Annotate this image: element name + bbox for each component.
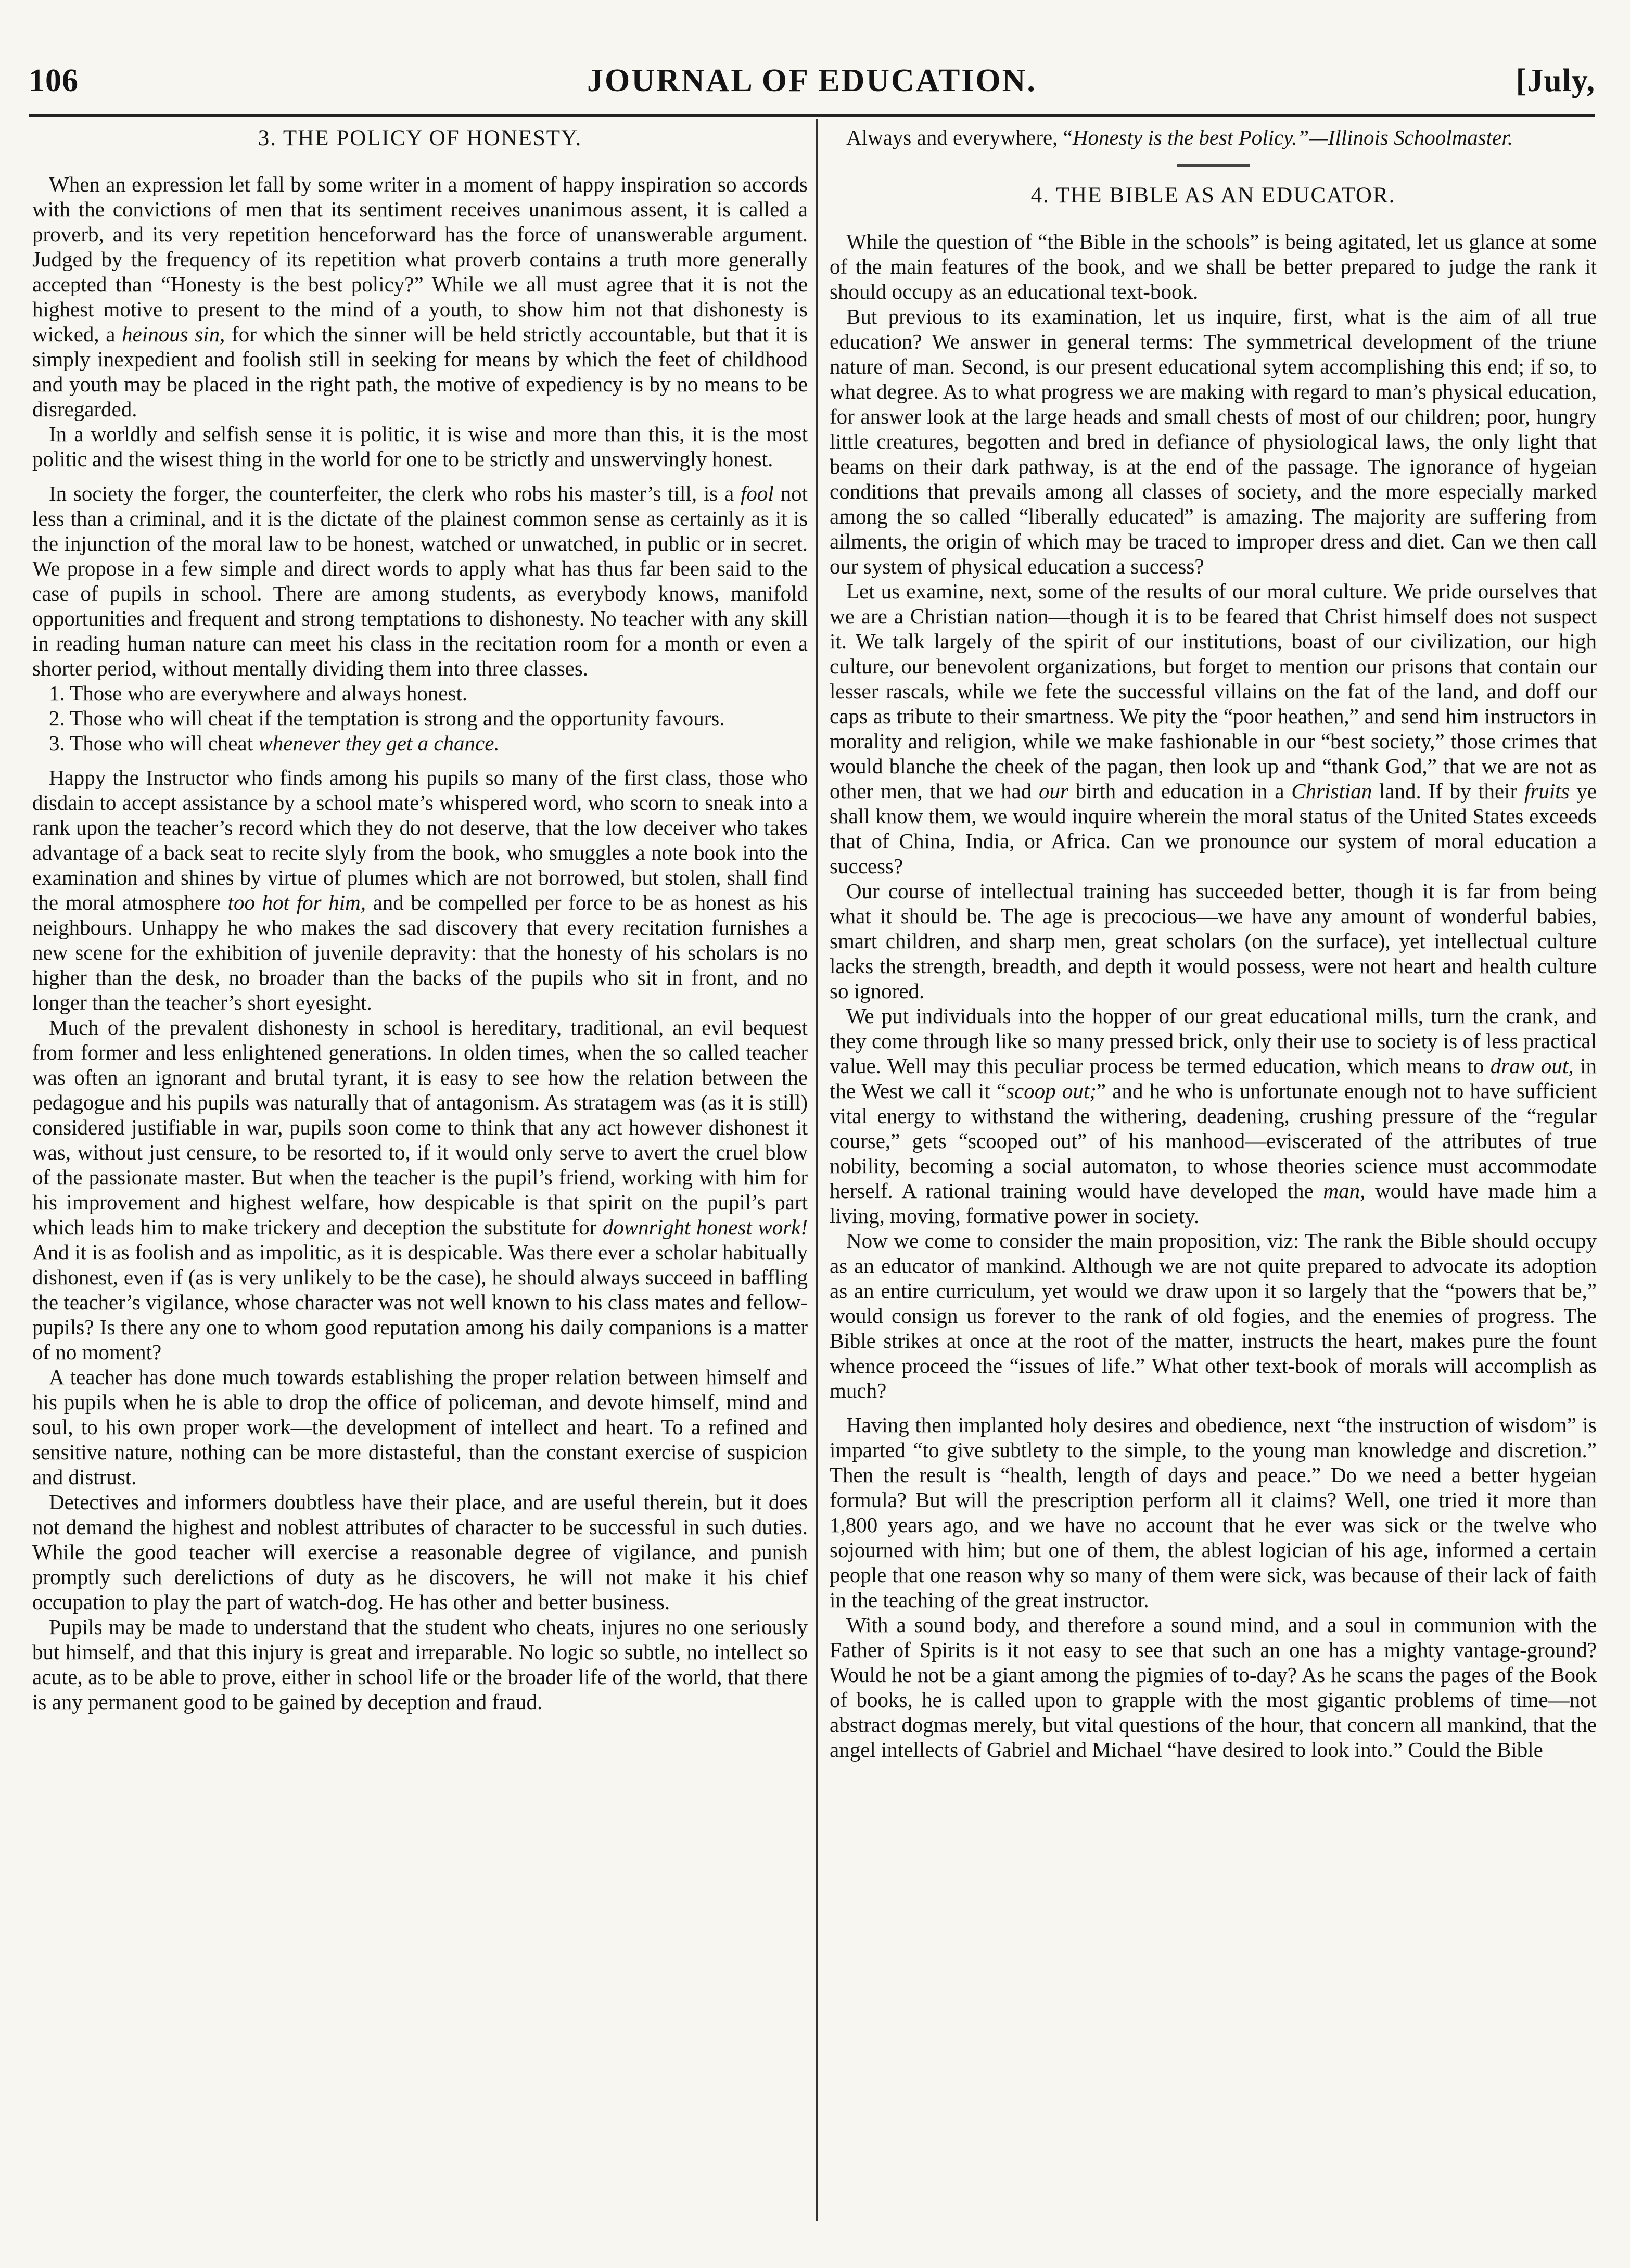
list-item: 1. Those who are everywhere and always honest. <box>49 681 468 705</box>
journal-title: JOURNAL OF EDUCATION. <box>587 63 1037 98</box>
paragraph: A teacher has done much towards establishing the proper relation between himself and his pupils when he is able to drop the office of policeman, and devote himself, mind and soul, to his own proper work—the development of intellect and heart. To a refined and sensitive nature, nothing can be more distasteful, than the constant exercise of suspicion and distrust. <box>32 1365 808 1489</box>
text: in the West we call it “ <box>830 1054 1597 1103</box>
emphasis: downright honest work! <box>602 1215 808 1239</box>
emphasis: whenever they get a chance. <box>258 731 500 755</box>
emphasis: Honesty is the best Policy.”—Illinois Schoolmaster. <box>1072 125 1513 149</box>
paragraph <box>32 765 808 1015</box>
text: ” and he who is unfortunate enough not to have sufficient vital energy to withstand the withering, deadening, crushing pressure of the “regular course,” gets “scooped out” of his manhood—eviscerated of the attributes of true nobility, becoming a social automaton, to whose theories science must accommodate herself. A rational training would have developed the <box>830 1079 1597 1203</box>
section-divider <box>1177 164 1250 167</box>
emphasis: man, <box>1323 1179 1366 1203</box>
text: Let us examine, next, some of the results of our moral culture. We pride ourselves that we are a Christian nation—though it is to be feared that Christ himself does not suspect it. We talk largely of the spirit of our institutions, boast of our civilization, our high culture, our benevolent organizations, but forget to mention our prisons that contain our lesser rascals, while we fete the successful villains on the fat of the land, and doff our caps as tribute to their smartness. We pity the “poor heathen,” and send him instructors in morality and religion, while we make fashionable in our “best society,” those crimes that would blanche the cheek of the pagan, then look up and “thank God,” that we are not as other men, that we had <box>830 579 1597 803</box>
paragraph <box>830 579 1597 878</box>
text: 3. Those who will cheat <box>49 731 259 755</box>
list-item: 2. Those who will cheat if the temptation is strong and the opportunity favours. <box>49 706 725 730</box>
text: And it is as foolish and as impolitic, as it is despicable. Was there ever a scholar habitually dishonest, even if (as is very unlikely to be the case), he should always succeed in baffling the teacher’s vigilance, whose character was not well known to his class mates and fellow-pupils? Is there any one to whom good reputation among his daily companions is a matter of no moment? <box>32 1240 808 1364</box>
emphasis: heinous sin, <box>122 322 225 346</box>
running-head <box>29 31 1595 99</box>
text: ye shall know them, we would inquire wherein the moral status of the United States exceeds that of China, India, or Africa. Can we pronounce our system of moral education a success? <box>830 779 1597 878</box>
text: Always and everywhere, “ <box>846 125 1073 149</box>
text: and be compelled per force to be as honest as his neighbours. Unhappy he who makes the sad discovery that every recitation furnishes a new scene for the exhibition of juvenile depravity: that the honesty of his scholars is no higher than the desk, no broader than the backs of the pupils who sit in front, and no longer than the teacher’s short eyesight. <box>32 890 808 1014</box>
text: We put individuals into the hopper of our great educational mills, turn the crank, and they come through like so many pressed brick, only their use to society is of less practical value. Well may this peculiar process be termed education, which means to <box>830 1004 1597 1078</box>
emphasis: fool <box>741 481 774 505</box>
paragraph: Having then implanted holy desires and obedience, next “the instruction of wisdom” is imparted “to give subtlety to the simple, to the young man knowledge and discretion.” Then the result is “health, length of days and peace.” Do we need a better hygeian formula? But will the prescription perform all it claims? Well, one tried it more than 1,800 years ago, and we have no account that he ever was sick or the twelve who sojourned with him; but one of them, the ablest logician of his age, informed a certain people that one reason why so many of them were sick, was because of their lack of faith in the teaching of the great instructor. <box>830 1413 1597 1612</box>
paragraph: With a sound body, and therefore a sound mind, and a soul in communion with the Father of Spirits is it not easy to see that such an one has a mighty vantage-ground? Would he not be a giant among the pigmies of to-day? As he scans the pages of the Book of books, he is called upon to grapple with the most gigantic problems of time—not abstract dogmas merely, but vital questions of the hour, that concern all mankind, that the angel intellects of Gabriel and Michael “have desired to look into.” Could the Bible <box>830 1613 1597 1762</box>
list-item <box>32 731 808 756</box>
emphasis: draw out, <box>1490 1054 1574 1078</box>
text: not less than a criminal, and it is the dictate of the plainest common sense as certainly as it is the injunction of the moral law to be honest, watched or unwatched, in public or in secret. We propose in a few simple and direct words to apply what has thus far been said to the case of pupils in school. There are among students, as everybody knows, manifold opportunities and frequent and strong temptations to dishonesty. No teacher with any skill in reading human nature can meet his class in the recitation room for a month or even a shorter period, without mentally dividing them into three classes. <box>32 481 808 680</box>
paragraph: While the question of “the Bible in the schools” is being agitated, let us glance at some of the main features of the book, and we shall be better prepared to judge the rank it should occupy as an educational text-book. <box>830 230 1597 303</box>
header-rule <box>29 114 1595 117</box>
paragraph <box>32 1015 808 1365</box>
month-label: [July, <box>1516 63 1595 98</box>
right-column <box>830 125 1597 2233</box>
article-4-title: 4. THE BIBLE AS AN EDUCATOR. <box>1030 183 1396 208</box>
text: Much of the prevalent dishonesty in school is hereditary, traditional, an evil bequest from former and less enlightened generations. In olden times, when the so called teacher was often an ignorant and brutal tyrant, it is easy to see how the relation between the pedagogue and his pupils was naturally that of antagonism. As stratagem was (as it is still) considered justifiable in war, pupils soon come to think that any act however dishonest it was, without just censure, to be resorted to, if it would only serve to avert the cruel blow of the passionate master. But when the teacher is the pupil’s friend, working with him for his improvement and highest welfare, how despicable is that spirit on the pupil’s part which leads him to make trickery and deception the substitute for <box>32 1015 808 1239</box>
emphasis: scoop out; <box>1006 1079 1097 1103</box>
paragraph <box>830 1003 1597 1228</box>
paragraph: In a worldly and selfish sense it is politic, it is wise and more than this, it is the most politic and the wisest thing in the world for one to be strictly and unswervingly honest. <box>32 422 808 471</box>
text: would have made him a living, moving, formative power in society. <box>830 1179 1597 1228</box>
emphasis: our <box>1039 779 1069 803</box>
paragraph: Our course of intellectual training has succeeded better, though it is far from being what it should be. The age is precocious—we have any amount of wonderful babies, smart children, and sharp men, great scholars (on the surface), yet intellectual culture lacks the strength, breadth, and depth it would possess, were not heart and health culture so ignored. <box>830 879 1597 1003</box>
paragraph <box>32 172 808 422</box>
text: land. If by their <box>1372 779 1524 803</box>
text: birth and education in a <box>1068 779 1292 803</box>
article-3-title: 3. THE POLICY OF HONESTY. <box>258 126 582 150</box>
column-divider <box>816 119 818 2221</box>
paragraph: But previous to its examination, let us inquire, first, what is the aim of all true education? We answer in general terms: The symmetrical development of the triune nature of man. Second, is our present educational sytem accomplishing this end; if so, to what degree. As to what progress we are making with regard to man’s physical education, for answer look at the large heads and small chests of most of our children; poor, hungry little creatures, begotten and bred in defiance of physiological laws, the only light that beams on their dark pathway, is at the end of the passage. The ignorance of hygeian conditions that prevails among all classes of society, and the more especially marked among the so called “liberally educated” is amazing. The majority are suffering from ailments, the origin of which may be traced to improper dress and diet. Can we then call our system of physical education a success? <box>830 304 1597 578</box>
text: When an expression let fall by some writer in a moment of happy inspiration so accords with the convictions of men that its sentiment receives unanimous assent, it is called a proverb, and its very repetition henceforward has the force of unanswerable argument. Judged by the frequency of its repetition what proverb contains a truth more generally accepted than “Honesty is the best policy?” While we all must agree that it is not the highest motive to present to the mind of a youth, to show him not that dishonesty is wicked, a <box>32 172 808 346</box>
page-number: 106 <box>29 63 79 98</box>
text: for which the sinner will be held strictly accountable, but that it is simply inexpedient and foolish still in seeking for means by which the feet of childhood and youth may be placed in the right path, the motive of expediency is by no means to be disregarded. <box>32 322 808 421</box>
text: Happy the Instructor who finds among his pupils so many of the first class, those who disdain to accept assistance by a school mate’s whispered word, who scorn to sneak into a rank upon the teacher’s record which they do not deserve, that the low deceiver who takes advantage of a back seat to recite slyly from the book, who smuggles a note book into the examination and shines by virtue of plumes which are not borrowed, but stolen, shall find the moral atmosphere <box>32 766 808 914</box>
closing-paragraph <box>830 125 1597 150</box>
left-column <box>32 125 808 2233</box>
paragraph: Pupils may be made to understand that the student who cheats, injures no one seriously but himself, and that this injury is great and irreparable. No logic so subtle, no intellect so acute, as to be able to prove, either in school life or the broader life of the world, that there is any permanent good to be gained by deception and fraud. <box>32 1615 808 1714</box>
paragraph: Detectives and informers doubtless have their place, and are useful therein, but it does not demand the highest and noblest attributes of character to be successful in such duties. While the good teacher will exercise a reasonable degree of vigilance, and punish promptly such derelictions of duty as he discovers, he will not make it his chief occupation to play the part of watch-dog. He has other and better business. <box>32 1490 808 1614</box>
emphasis: Christian <box>1291 779 1372 803</box>
emphasis: too hot for him, <box>227 890 366 914</box>
paragraph: Now we come to consider the main proposition, viz: The rank the Bible should occupy as an educator of mankind. Although we are not quite prepared to advocate its adoption as an entire curriculum, yet would we draw upon it so largely that the “powers that be,” would consign us forever to the rank of old fogies, and the enemies of progress. The Bible strikes at once at the root of the matter, instructs the heart, makes pure the fount whence proceed the “issues of life.” What other text-book of morals will accomplish as much? <box>830 1229 1597 1403</box>
text: In society the forger, the counterfeiter, the clerk who robs his master’s till, is a <box>49 481 741 505</box>
emphasis: fruits <box>1524 779 1570 803</box>
paragraph <box>32 481 808 681</box>
